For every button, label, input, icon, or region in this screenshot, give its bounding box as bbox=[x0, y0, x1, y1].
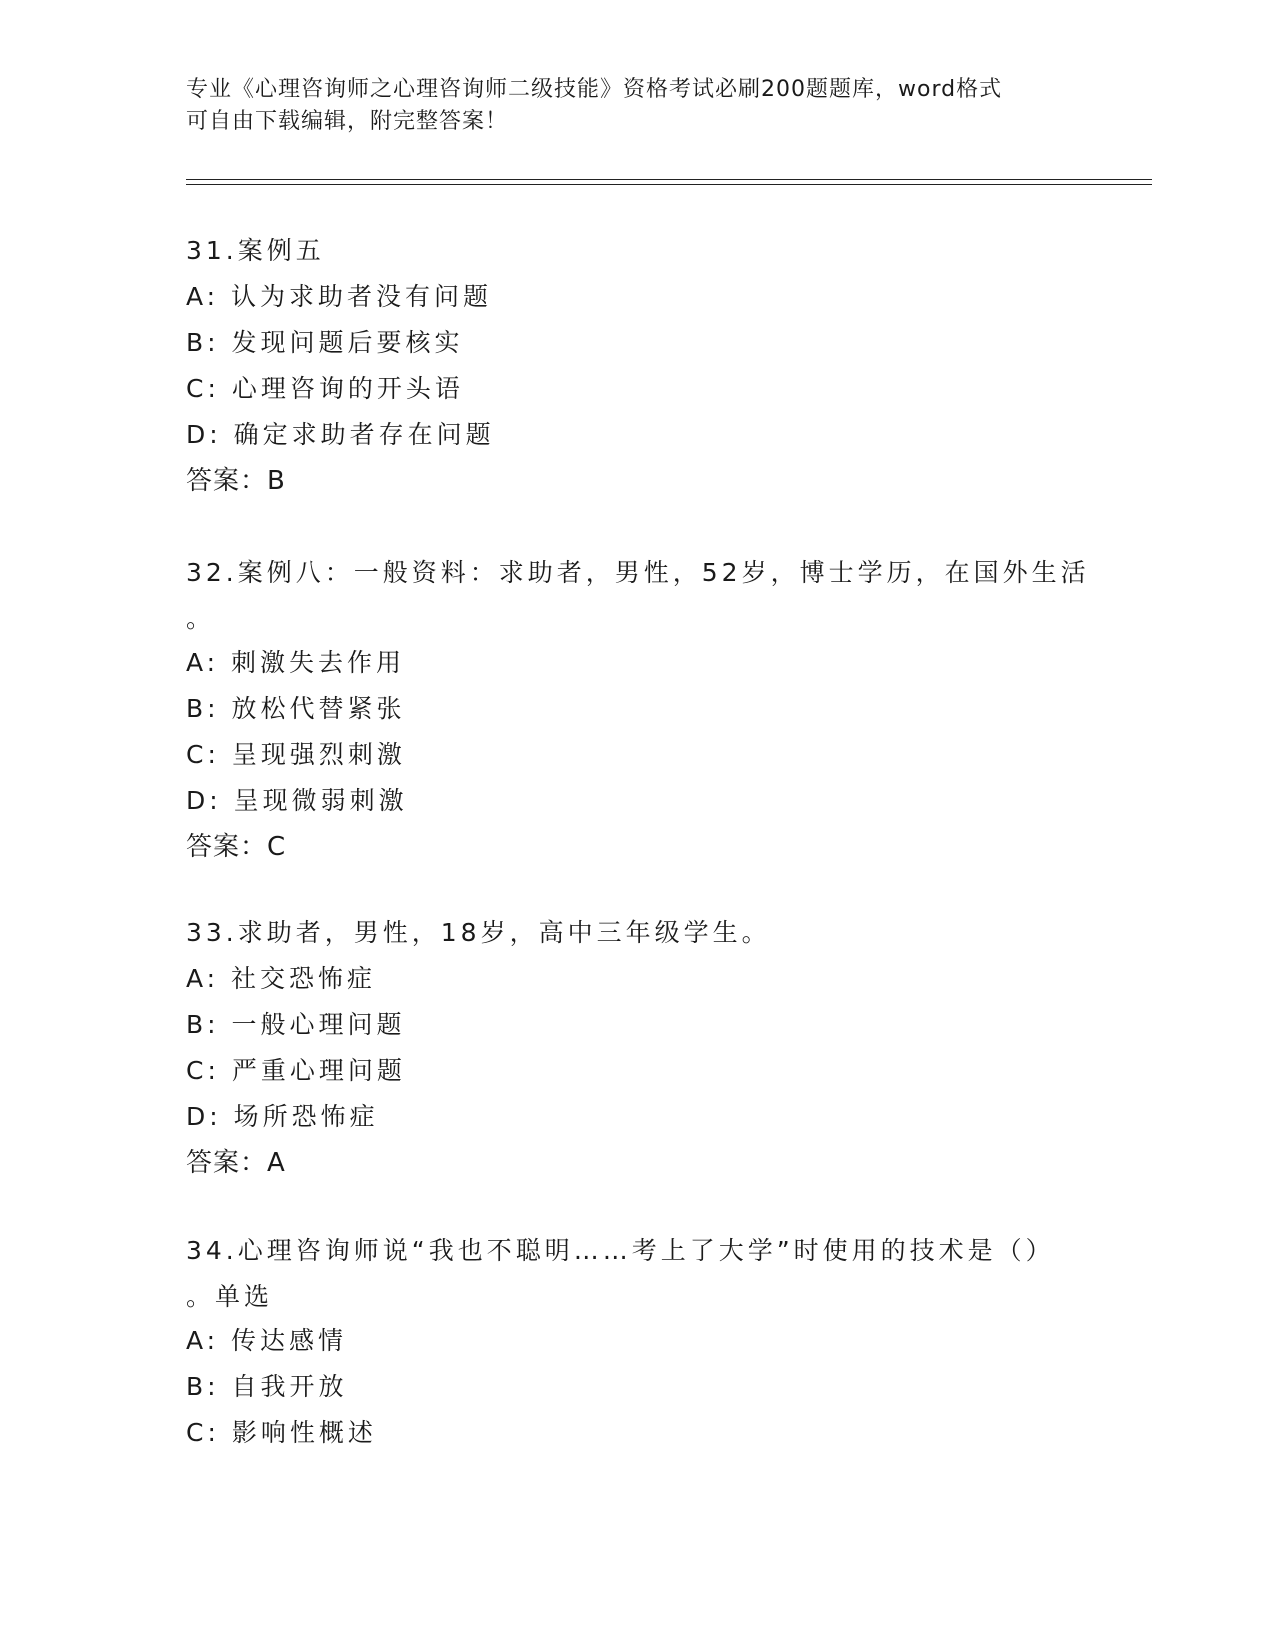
header-divider-bottom bbox=[186, 184, 1152, 185]
option-b: B: 自我开放 bbox=[186, 1372, 348, 1401]
option-a: A: 认为求助者没有问题 bbox=[186, 282, 493, 311]
option-a: A: 刺激失去作用 bbox=[186, 648, 406, 677]
option-a: A: 社交恐怖症 bbox=[186, 964, 377, 993]
option-c: C: 严重心理问题 bbox=[186, 1056, 406, 1085]
answer: 答案：B bbox=[186, 466, 286, 496]
option-d: D: 呈现微弱刺激 bbox=[186, 786, 408, 815]
question-stem: 34.心理咨询师说“我也不聪明……考上了大学”时使用的技术是（） bbox=[186, 1236, 1055, 1265]
question-stem-continued: 。单选 bbox=[186, 1282, 274, 1311]
question-33 bbox=[186, 910, 1086, 1186]
question-stem: 31.案例五 bbox=[186, 236, 325, 265]
option-d: D: 场所恐怖症 bbox=[186, 1102, 379, 1131]
option-c: C: 影响性概述 bbox=[186, 1418, 377, 1447]
header-line-2: 可自由下载编辑，附完整答案！ bbox=[186, 109, 509, 134]
option-b: B: 一般心理问题 bbox=[186, 1010, 406, 1039]
option-c: C: 呈现强烈刺激 bbox=[186, 740, 406, 769]
option-c: C: 心理咨询的开头语 bbox=[186, 374, 464, 403]
question-34 bbox=[186, 1228, 1086, 1456]
option-b: B: 放松代替紧张 bbox=[186, 694, 406, 723]
question-32 bbox=[186, 550, 1090, 870]
header-divider-top bbox=[186, 179, 1152, 180]
question-stem: 33.求助者，男性，18岁，高中三年级学生。 bbox=[186, 918, 771, 947]
option-b: B: 发现问题后要核实 bbox=[186, 328, 464, 357]
option-d: D: 确定求助者存在问题 bbox=[186, 420, 495, 449]
question-stem: 32.案例八：一般资料：求助者，男性，52岁，博士学历，在国外生活 bbox=[186, 558, 1090, 587]
option-a: A: 传达感情 bbox=[186, 1326, 348, 1355]
document-header bbox=[186, 74, 1066, 138]
answer: 答案：A bbox=[186, 1148, 286, 1178]
header-line-1: 专业《心理咨询师之心理咨询师二级技能》资格考试必刷200题题库，word格式 bbox=[186, 77, 1003, 102]
question-stem-continued: 。 bbox=[186, 604, 216, 633]
answer: 答案：C bbox=[186, 832, 287, 862]
question-31 bbox=[186, 228, 1086, 504]
